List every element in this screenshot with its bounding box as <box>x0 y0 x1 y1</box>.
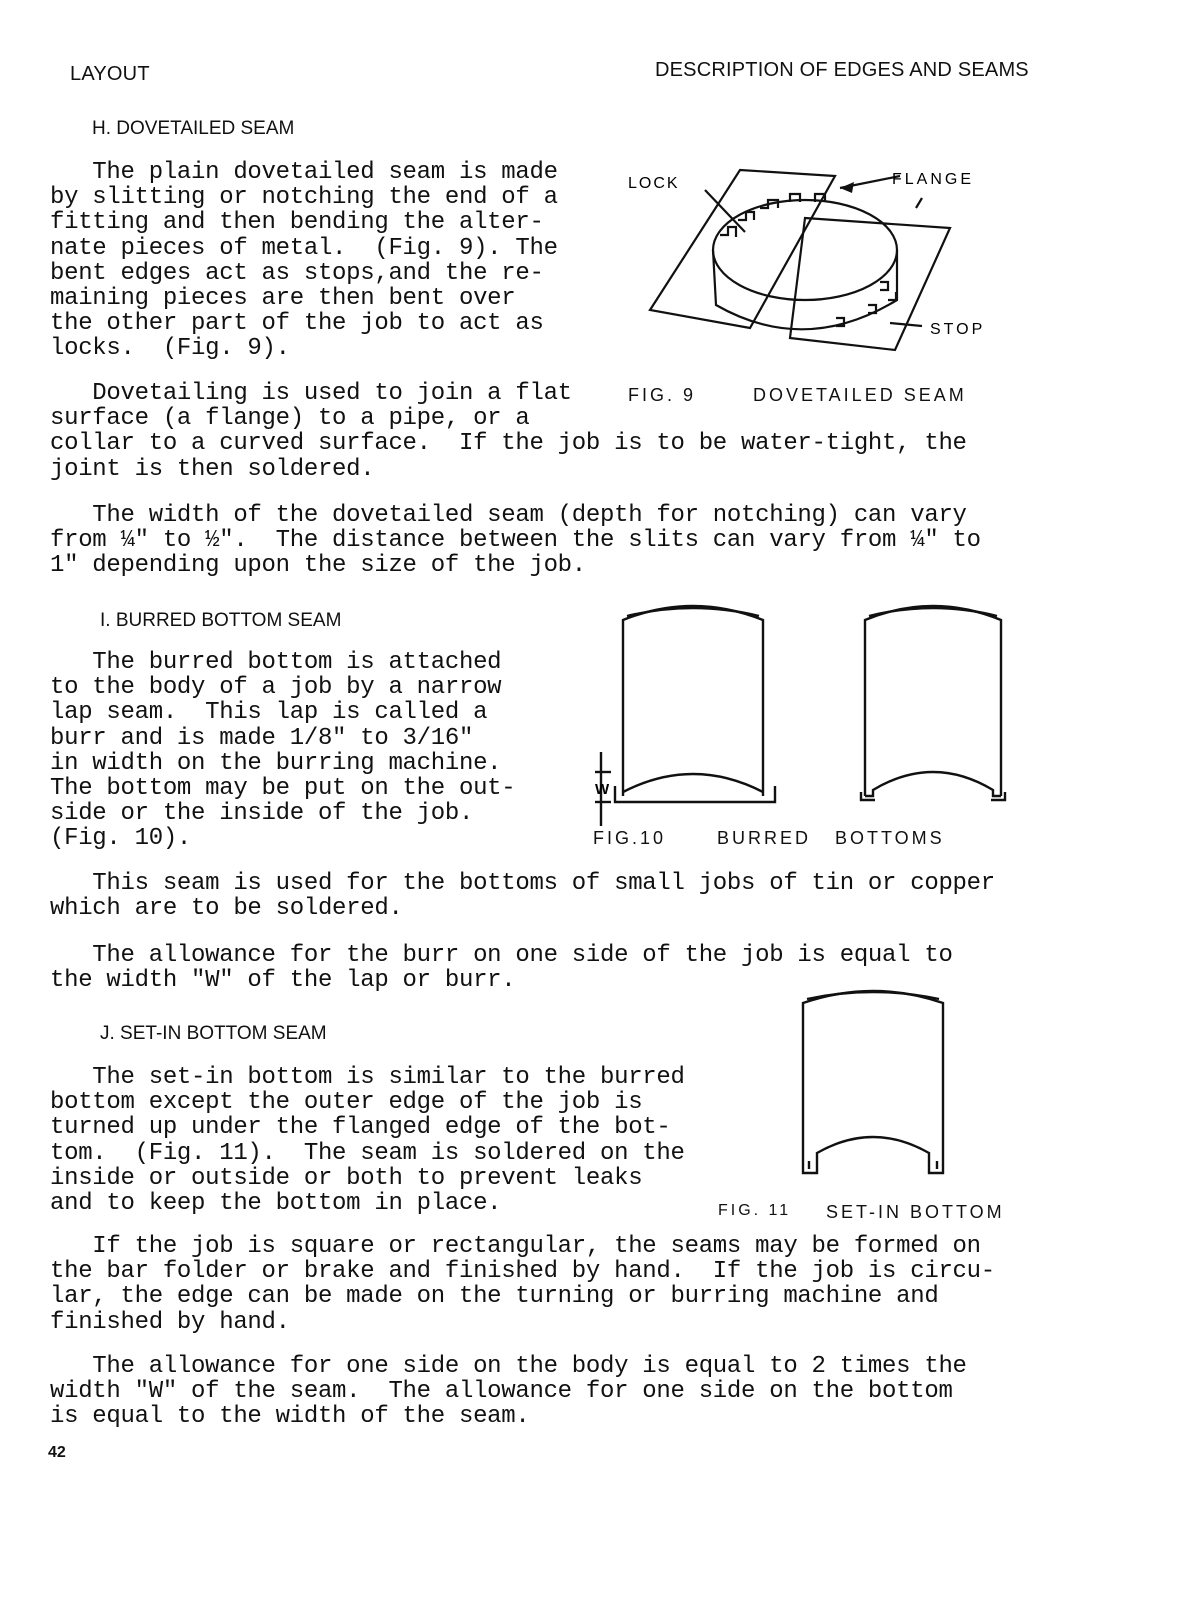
fig9-label-lock: LOCK <box>628 175 680 192</box>
text-line: bent edges act as stops,and the re- <box>50 259 544 287</box>
text-line: nate pieces of metal. (Fig. 9). The <box>50 234 558 262</box>
text-line: the bar folder or brake and finished by hand. If the job is circu- <box>50 1258 995 1286</box>
text-line: and to keep the bottom in place. <box>50 1190 502 1218</box>
section-i-paragraph-2 <box>50 871 995 921</box>
fig11-set-in-bottom-drawing <box>795 985 955 1185</box>
fig9-caption-number: FIG. 9 <box>628 385 697 405</box>
text-line: The bottom may be put on the out- <box>50 775 516 803</box>
text-line: tom. (Fig. 11). The seam is soldered on the <box>50 1139 685 1167</box>
text-line: inside or outside or both to prevent leaks <box>50 1164 643 1192</box>
text-line: side or the inside of the job. <box>50 800 474 828</box>
text-line: the width "W" of the lap or burr. <box>50 967 516 995</box>
fig11-caption-title: SET-IN BOTTOM <box>826 1202 1005 1222</box>
text-line: If the job is square or rectangular, the seams may be formed on <box>50 1233 981 1260</box>
section-j-paragraph-3 <box>50 1354 967 1430</box>
text-line: 1" depending upon the size of the job. <box>50 552 586 580</box>
section-h-heading: H. DOVETAILED SEAM <box>92 118 295 139</box>
section-h-paragraph-1 <box>50 160 558 362</box>
section-j-heading: J. SET-IN BOTTOM SEAM <box>100 1023 327 1044</box>
text-line: lap seam. This lap is called a <box>50 699 488 727</box>
fig9-label-stop: STOP <box>930 321 986 338</box>
text-line: locks. (Fig. 9). <box>50 335 290 363</box>
text-line: collar to a curved surface. If the job is to be water-tight, the <box>50 430 967 458</box>
text-line: is equal to the width of the seam. <box>50 1403 530 1431</box>
fig11-caption-number: FIG. 11 <box>718 1202 792 1219</box>
text-line: by slitting or notching the end of a <box>50 184 558 212</box>
header-left: LAYOUT <box>70 63 150 85</box>
text-line: lar, the edge can be made on the turning or burring machine and <box>50 1283 939 1311</box>
text-line: This seam is used for the bottoms of small jobs of tin or copper <box>50 870 995 897</box>
text-line: surface (a flange) to a pipe, or a <box>50 405 530 433</box>
text-line: in width on the burring machine. <box>50 749 502 777</box>
text-line: The plain dovetailed seam is made <box>50 159 558 186</box>
text-line: The set-in bottom is similar to the burred <box>50 1064 685 1091</box>
text-line: The allowance for the burr on one side of the job is equal to <box>50 942 953 969</box>
text-line: fitting and then bending the alter- <box>50 209 544 237</box>
text-line: the other part of the job to act as <box>50 310 544 338</box>
fig9-label-flange: FLANGE <box>892 171 975 188</box>
text-line: to the body of a job by a narrow <box>50 674 502 702</box>
text-line: Dovetailing is used to join a flat <box>50 380 572 407</box>
section-h-paragraph-3 <box>50 503 981 579</box>
text-line: from ¼" to ½". The distance between the slits can vary from ¼" to <box>50 527 981 555</box>
text-line: The allowance for one side on the body is equal to 2 times the <box>50 1353 967 1380</box>
section-h-paragraph-2 <box>50 381 967 482</box>
section-i-heading: I. BURRED BOTTOM SEAM <box>100 610 342 631</box>
text-line: turned up under the flanged edge of the bot- <box>50 1114 671 1142</box>
fig9-dovetailed-seam-drawing <box>610 160 1010 370</box>
text-line: finished by hand. <box>50 1308 290 1336</box>
text-line: bottom except the outer edge of the job is <box>50 1089 643 1117</box>
text-line: width "W" of the seam. The allowance for one side on the bottom <box>50 1378 953 1406</box>
section-i-paragraph-1 <box>50 650 515 852</box>
page-number: 42 <box>48 1444 66 1461</box>
text-line: (Fig. 10). <box>50 825 192 853</box>
fig10-caption-number: FIG.10 <box>593 828 667 848</box>
fig10-label-w: W <box>595 781 610 798</box>
text-line: The width of the dovetailed seam (depth for notching) can vary <box>50 502 967 529</box>
header-right: DESCRIPTION OF EDGES AND SEAMS <box>655 59 1029 81</box>
text-line: which are to be soldered. <box>50 895 403 923</box>
fig9-caption-title: DOVETAILED SEAM <box>753 385 967 405</box>
section-j-paragraph-2 <box>50 1234 995 1335</box>
fig10-caption-title: BURRED BOTTOMS <box>717 828 945 848</box>
text-line: maining pieces are then bent over <box>50 285 516 313</box>
fig10-burred-bottoms-drawing <box>575 596 1015 816</box>
section-j-paragraph-1 <box>50 1065 685 1216</box>
text-line: joint is then soldered. <box>50 455 375 483</box>
text-line: burr and is made 1/8" to 3/16" <box>50 724 474 752</box>
text-line: The burred bottom is attached <box>50 649 502 676</box>
